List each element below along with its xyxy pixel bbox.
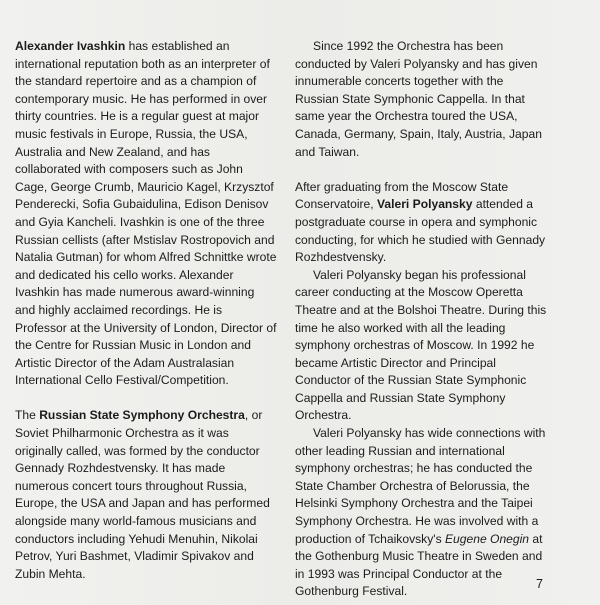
opera-title: Eugene Onegin <box>444 531 530 546</box>
orchestra-bio-lead: The <box>15 408 40 423</box>
page-number: 7 <box>536 577 543 591</box>
polyansky-name: Valeri Polyansky <box>377 197 473 212</box>
orchestra-name: Russian State Symphony Orchestra <box>39 408 245 423</box>
orchestra-bio-text: , or Soviet Philharmonic Orchestra as it was originally called, was formed by the conductor Gennady Rozhdestvensky. It has made numerous concert tours throughout Russia, Europe, the USA and Japan and has performed alongside many world-famous musicians and conductors including Yehudi Menuhin, Nikolai Petrov, Yuri Bashmet, Vladimir Spivakov and Zubin Mehta. <box>15 408 270 581</box>
ivashkin-name: Alexander Ivashkin <box>15 39 126 53</box>
orchestra-tours-paragraph: Since 1992 the Orchestra has been conducted by Valeri Polyansky and has given innumerable concerts together with the Russian State Symphonic Cappella. In that same year the Orchestra toured the USA, Canada, Germany, Spain, Italy, Austria, Japan and Taiwan. <box>295 39 542 159</box>
polyansky-connections-lead: Valeri Polyansky has wide connections with other leading Russian and international symphony orchestras; he has conducted the State Chamber Orchestra of Belorussia, the Helsinki Symphony Orchestra and the Taipei Symphony Orchestra. He was involved with a production of Tchaikovsky's <box>295 426 546 546</box>
polyansky-connections-text: at the Gothenburg Music Theatre in Sweden and in 1993 was Principal Conductor at the Gothenburg Festival. <box>295 531 543 599</box>
orchestra-bio-paragraph <box>15 407 277 583</box>
polyansky-education-text: attended a postgraduate course in opera and symphonic conducting, for which he studied with Gennady Rozhdestvensky. <box>295 197 546 265</box>
ivashkin-bio-paragraph <box>15 38 277 390</box>
polyansky-education-paragraph <box>295 179 550 267</box>
right-column <box>295 38 550 601</box>
polyansky-connections-paragraph <box>295 425 550 601</box>
left-column <box>15 38 277 583</box>
polyansky-career-paragraph: Valeri Polyansky began his professional career conducting at the Moscow Operetta Theatre and at the Bolshoi Theatre. During this time he also worked with all the leading symphony orchestras of Moscow. In 1992 he became Artistic Director and Principal Conductor of the Russian State Symphonic Cappella and Russian State Symphony Orchestra. <box>295 267 547 423</box>
ivashkin-bio-text: has established an international reputation both as an interpreter of the standard repertoire and as a champion of contemporary music. He has performed in over thirty countries. He is a regular guest at major music festivals in Europe, Russia, the USA, Australia and New Zealand, and has collaborated with composers such as John Cage, George Crumb, Mauricio Kagel, Krzysztof Penderecki, Sofia Gubaidulina, Edison Denisov and Gyia Kancheli. Ivashkin is one of the three Russian cellists (after Mstislav Rostropovich and Natalia Gutman) for whom Alfred Schnittke wrote and dedicated his cello works. Alexander Ivashkin has made numerous award-winning and highly acclaimed recordings. He is Professor at the University of London, Director of the Centre for Russian Music in London and Artistic Director of the Adam Australasian International Cello Festival/Competition. <box>15 39 277 388</box>
polyansky-education-lead: After graduating from the Moscow State Conservatoire, <box>295 179 509 212</box>
